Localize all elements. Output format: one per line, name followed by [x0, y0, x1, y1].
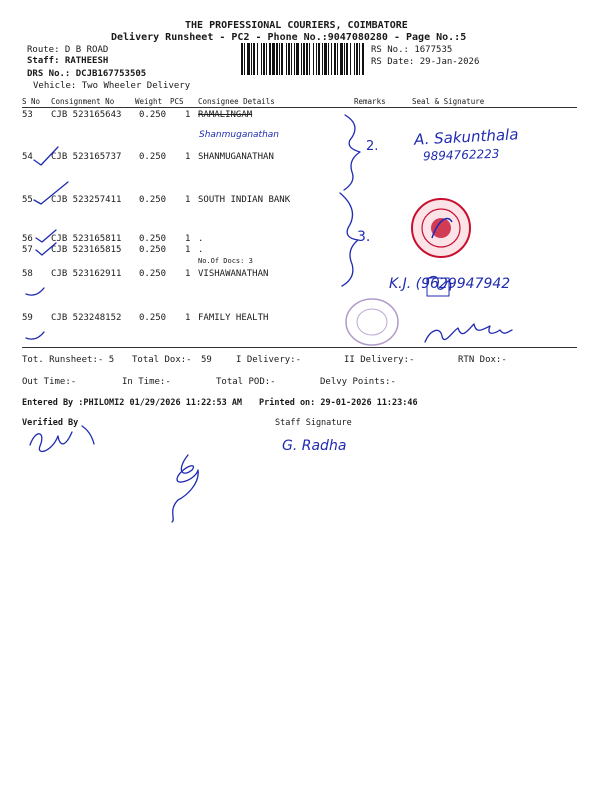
entered-by: Entered By :PHILOMI2 01/29/2026 11:22:53 AM	[22, 398, 243, 408]
weight-cell: 0.250	[139, 152, 167, 162]
sno-cell: 54	[22, 152, 33, 162]
pcs-cell: 1	[185, 152, 191, 162]
purple-seal-stamp	[346, 299, 398, 345]
checkmark-icon	[36, 230, 56, 242]
out-time: Out Time:-	[22, 377, 77, 387]
signature-icon	[425, 324, 512, 342]
total-dox-label: Total Dox:-	[132, 355, 192, 365]
col-pcs: PCS	[170, 97, 184, 106]
pcs-cell: 1	[185, 245, 191, 255]
consignee-cell: SOUTH INDIAN BANK	[198, 195, 291, 205]
weight-cell: 0.250	[139, 195, 167, 205]
remark-count-3: 3.	[357, 229, 371, 245]
consignment-cell: CJB 523257411	[51, 195, 122, 205]
in-time: In Time:-	[122, 377, 171, 387]
staff-signature-label: Staff Signature	[275, 418, 352, 428]
printed-on: Printed on: 29-01-2026 11:23:46	[259, 398, 418, 408]
consignee-cell: SHANMUGANATHAN	[198, 152, 274, 162]
kj-signature: K.J. (9629947942	[389, 276, 511, 292]
verified-signature-icon	[30, 432, 72, 451]
total-pod: Total POD:-	[216, 377, 276, 387]
sno-cell: 53	[22, 110, 33, 120]
verified-signature-icon	[82, 426, 94, 444]
remark-count-2: 2.	[366, 139, 379, 154]
checkmark-icon	[26, 332, 44, 339]
brace-icon	[344, 115, 360, 190]
pcs-cell: 1	[185, 110, 191, 120]
col-remarks: Remarks	[354, 97, 386, 106]
checkmark-icon	[34, 182, 68, 204]
rs-date: RS Date: 29-Jan-2026	[371, 57, 480, 67]
pcs-cell: 1	[185, 269, 191, 279]
brace-icon	[340, 193, 358, 286]
col-consignment: Consignment No	[51, 97, 115, 106]
runsheet-subtitle: Delivery Runsheet - PC2 - Phone No.:9047080280 - Page No.:5	[111, 32, 467, 43]
no-of-docs: No.Of Docs: 3	[198, 257, 253, 265]
checkmark-icon	[34, 147, 58, 165]
weight-cell: 0.250	[139, 269, 167, 279]
verified-by-label: Verified By	[22, 418, 79, 428]
recipient-signature-name: A. Sakunthala	[413, 125, 519, 149]
sno-cell: 59	[22, 313, 33, 323]
consignment-cell: CJB 523165815	[51, 245, 122, 255]
sno-cell: 56	[22, 234, 33, 244]
consignee-cell: FAMILY HEALTH	[198, 313, 269, 323]
col-sno: S No	[22, 97, 41, 106]
col-seal: Seal & Signature	[412, 97, 485, 106]
vehicle: Vehicle: Two Wheeler Delivery	[33, 81, 191, 91]
rtn-dox: RTN Dox:-	[458, 355, 507, 365]
consignee-cell: RAMALINGAM	[198, 110, 253, 120]
total-dox-value: 59	[201, 355, 212, 365]
staff: Staff: RATHEESH	[27, 56, 109, 66]
pcs-cell: 1	[185, 313, 191, 323]
consignee-cell: VISHAWANATHAN	[198, 269, 269, 279]
large-signature-icon	[172, 455, 198, 522]
sno-cell: 57	[22, 245, 33, 255]
ii-delivery: II Delivery:-	[344, 355, 415, 365]
consignment-cell: CJB 523162911	[51, 269, 122, 279]
consignee-cell: .	[198, 245, 204, 255]
checkmark-icon	[36, 243, 56, 255]
handwritten-note: Shanmuganathan	[199, 130, 280, 140]
company-title: THE PROFESSIONAL COURIERS, COIMBATORE	[185, 20, 408, 31]
red-seal-stamp	[412, 199, 470, 257]
sno-cell: 55	[22, 195, 33, 205]
weight-cell: 0.250	[139, 313, 167, 323]
scribble-icon	[427, 277, 451, 290]
pcs-cell: 1	[185, 195, 191, 205]
consignment-cell: CJB 523248152	[51, 313, 122, 323]
weight-cell: 0.250	[139, 245, 167, 255]
consignment-cell: CJB 523165811	[51, 234, 122, 244]
rs-number: RS No.: 1677535	[371, 45, 453, 55]
col-consignee: Consignee Details	[198, 97, 275, 106]
route: Route: D B ROAD	[27, 45, 109, 55]
consignment-cell: CJB 523165737	[51, 152, 122, 162]
consignment-cell: CJB 523165643	[51, 110, 122, 120]
i-delivery: I Delivery:-	[236, 355, 302, 365]
recipient-phone: 9894762223	[422, 146, 500, 164]
total-runsheet: Tot. Runsheet:- 5	[22, 355, 115, 365]
pcs-cell: 1	[185, 234, 191, 244]
staff-signature: G. Radha	[282, 438, 347, 454]
consignee-cell: .	[198, 234, 204, 244]
col-weight: Weight	[135, 97, 163, 106]
weight-cell: 0.250	[139, 234, 167, 244]
weight-cell: 0.250	[139, 110, 167, 120]
sno-cell: 58	[22, 269, 33, 279]
checkmark-icon	[26, 288, 44, 295]
delvy-points: Delvy Points:-	[320, 377, 396, 387]
drs-number: DRS No.: DCJB167753505	[27, 69, 147, 79]
